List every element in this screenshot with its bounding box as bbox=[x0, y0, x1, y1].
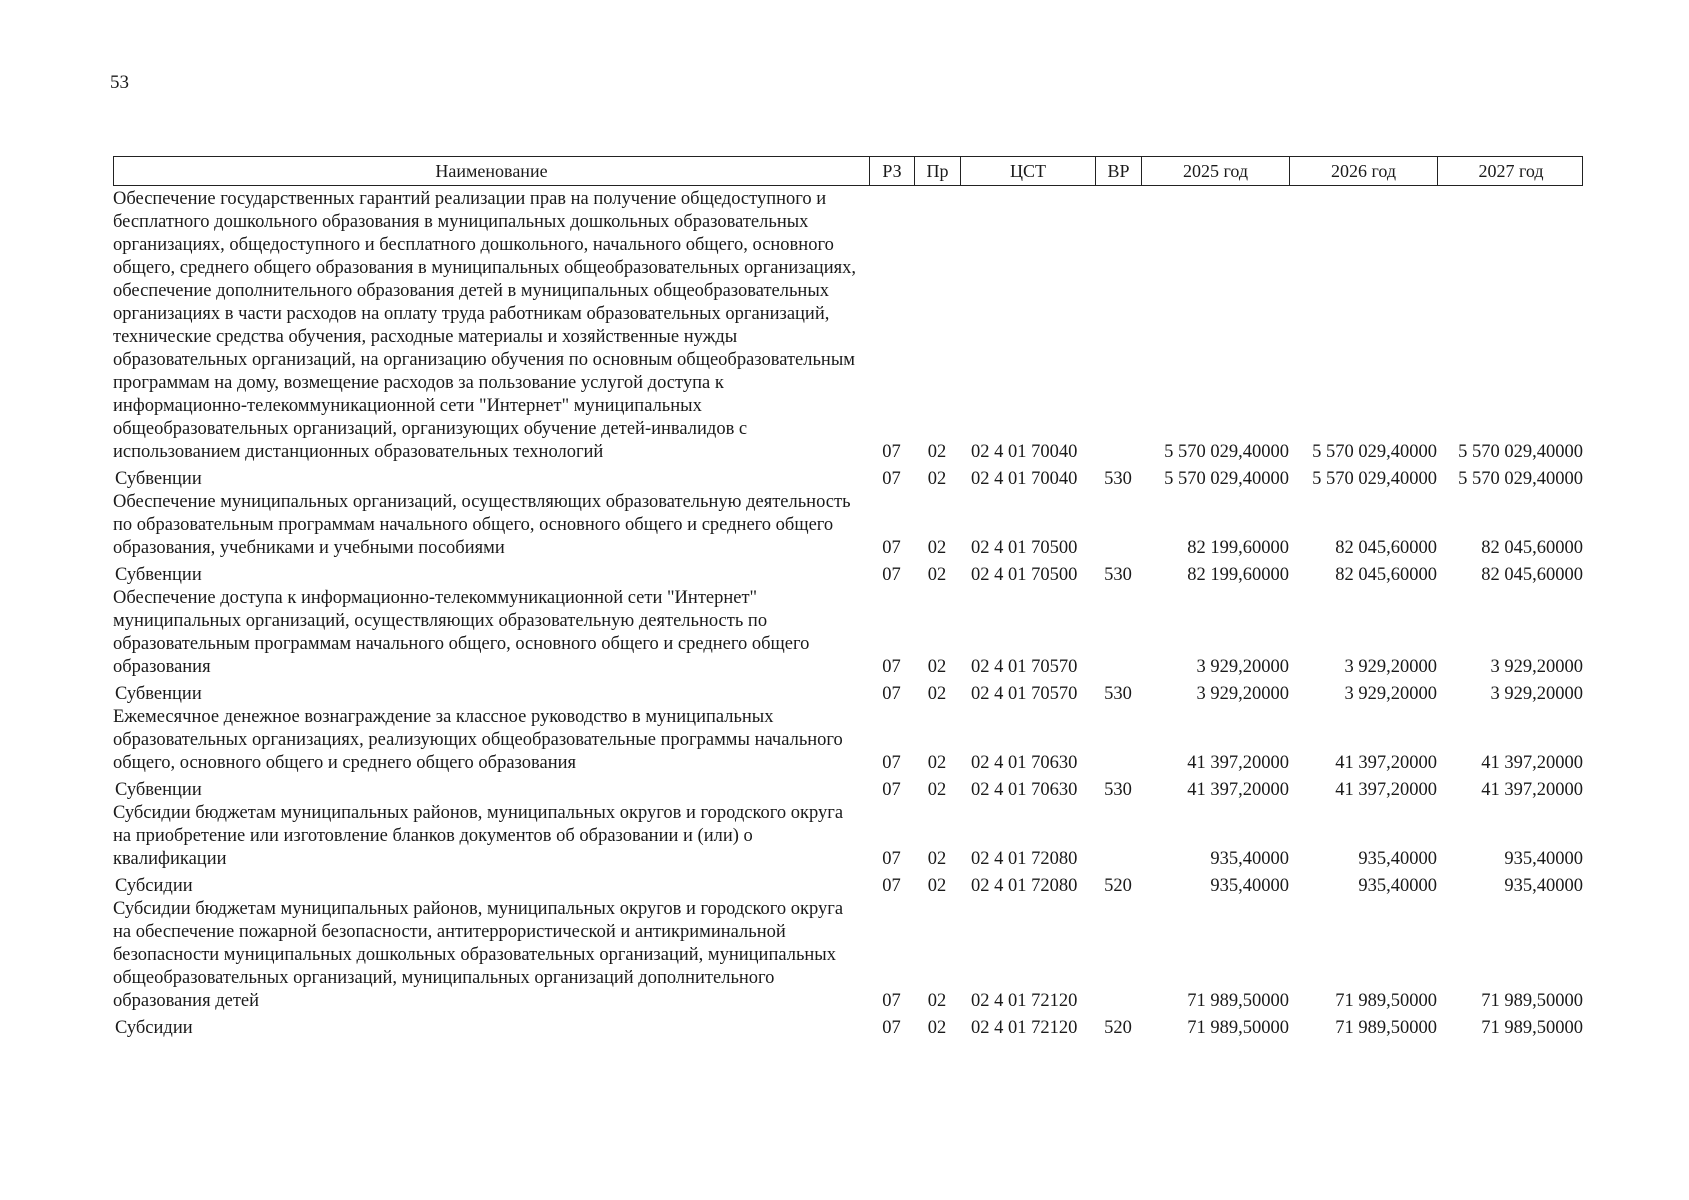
row-name: Субвенции bbox=[115, 469, 202, 489]
row-2025: 5 570 029,40000 bbox=[1164, 469, 1289, 489]
row-rz: 07 bbox=[882, 657, 901, 677]
row-pr: 02 bbox=[927, 684, 947, 704]
table-row bbox=[113, 491, 1583, 560]
row-rz: 07 bbox=[882, 469, 901, 489]
table-row bbox=[113, 898, 1583, 1013]
row-2025: 41 397,20000 bbox=[1187, 780, 1289, 800]
row-rz: 07 bbox=[882, 442, 901, 462]
table-row bbox=[113, 706, 1583, 775]
table-row bbox=[113, 188, 1583, 464]
row-2026: 5 570 029,40000 bbox=[1312, 469, 1437, 489]
row-pr: 02 bbox=[927, 538, 947, 558]
table-row bbox=[113, 468, 1583, 491]
row-name: Обеспечение доступа к информационно-телекоммуникационной сети "Интернет" муниципальных организаций, осуществляющих образовательную деятельность по образовательным программам начального общего, основного общего и среднего общего образования bbox=[113, 588, 810, 677]
row-rz: 07 bbox=[882, 849, 901, 869]
row-2027: 82 045,60000 bbox=[1481, 538, 1583, 558]
row-2026: 935,40000 bbox=[1358, 876, 1437, 896]
row-2027: 71 989,50000 bbox=[1481, 1018, 1583, 1038]
header-vr: ВР bbox=[1096, 157, 1142, 185]
row-pr: 02 bbox=[927, 442, 947, 462]
row-cst: 02 4 01 70570 bbox=[971, 657, 1078, 677]
table-row bbox=[113, 1017, 1583, 1040]
row-rz: 07 bbox=[882, 1018, 901, 1038]
row-cst: 02 4 01 70630 bbox=[971, 780, 1078, 800]
row-2027: 935,40000 bbox=[1504, 849, 1583, 869]
row-name: Субвенции bbox=[115, 780, 202, 800]
header-name: Наименование bbox=[114, 157, 870, 185]
row-pr: 02 bbox=[927, 753, 947, 773]
row-2026: 41 397,20000 bbox=[1335, 753, 1437, 773]
table-row bbox=[113, 875, 1583, 898]
row-rz: 07 bbox=[882, 684, 901, 704]
row-cst: 02 4 01 70040 bbox=[971, 469, 1078, 489]
row-2025: 82 199,60000 bbox=[1187, 565, 1289, 585]
table-row bbox=[113, 564, 1583, 587]
row-cst: 02 4 01 70500 bbox=[971, 565, 1078, 585]
row-vr: 520 bbox=[1104, 876, 1132, 896]
row-2027: 71 989,50000 bbox=[1481, 991, 1583, 1011]
row-rz: 07 bbox=[882, 991, 901, 1011]
row-cst: 02 4 01 70630 bbox=[971, 753, 1078, 773]
row-rz: 07 bbox=[882, 538, 901, 558]
row-name: Субсидии bbox=[115, 1018, 193, 1038]
row-pr: 02 bbox=[927, 849, 947, 869]
row-rz: 07 bbox=[882, 780, 901, 800]
row-2025: 935,40000 bbox=[1210, 849, 1289, 869]
row-vr: 530 bbox=[1104, 780, 1132, 800]
page-number: 53 bbox=[110, 72, 129, 93]
row-cst: 02 4 01 70500 bbox=[971, 538, 1078, 558]
row-2027: 5 570 029,40000 bbox=[1458, 442, 1583, 462]
row-pr: 02 bbox=[927, 565, 947, 585]
row-cst: 02 4 01 72120 bbox=[971, 1018, 1078, 1038]
row-2026: 82 045,60000 bbox=[1335, 538, 1437, 558]
row-cst: 02 4 01 72080 bbox=[971, 876, 1078, 896]
row-rz: 07 bbox=[882, 565, 901, 585]
row-name: Субсидии bbox=[115, 876, 193, 896]
row-2025: 5 570 029,40000 bbox=[1164, 442, 1289, 462]
table-row bbox=[113, 802, 1583, 871]
row-pr: 02 bbox=[927, 780, 947, 800]
row-cst: 02 4 01 70040 bbox=[971, 442, 1078, 462]
header-cst: ЦСТ bbox=[961, 157, 1096, 185]
row-2025: 3 929,20000 bbox=[1196, 657, 1289, 677]
row-2026: 71 989,50000 bbox=[1335, 991, 1437, 1011]
table-header bbox=[113, 156, 1583, 186]
header-rz: РЗ bbox=[870, 157, 915, 185]
row-cst: 02 4 01 72120 bbox=[971, 991, 1078, 1011]
row-pr: 02 bbox=[927, 876, 947, 896]
header-2027: 2027 год bbox=[1478, 161, 1544, 181]
header-2025: 2025 год bbox=[1142, 157, 1290, 185]
header-pr: Пр bbox=[915, 157, 961, 185]
row-2026: 41 397,20000 bbox=[1335, 780, 1437, 800]
row-2027: 935,40000 bbox=[1504, 876, 1583, 896]
row-2027: 41 397,20000 bbox=[1481, 753, 1583, 773]
row-vr: 530 bbox=[1104, 565, 1132, 585]
row-2027: 3 929,20000 bbox=[1490, 657, 1583, 677]
row-name: Субсидии бюджетам муниципальных районов, муниципальных округов и городского округа на обеспечение пожарной безопасности, антитеррористической и антикриминальной безопасности муниципальных дошкольных образовательных организаций, муниципальных общеобразовательных организаций, муниципальных организаций дополнительного образования детей bbox=[113, 899, 844, 1011]
budget-table bbox=[113, 156, 1583, 1040]
row-2026: 71 989,50000 bbox=[1335, 1018, 1437, 1038]
row-2025: 71 989,50000 bbox=[1187, 1018, 1289, 1038]
row-2027: 3 929,20000 bbox=[1490, 684, 1583, 704]
row-2025: 71 989,50000 bbox=[1187, 991, 1289, 1011]
row-2025: 82 199,60000 bbox=[1187, 538, 1289, 558]
row-name: Ежемесячное денежное вознаграждение за классное руководство в муниципальных образовательных организациях, реализующих общеобразовательные программы начального общего, основного общего и среднего общего образования bbox=[113, 707, 843, 773]
row-2026: 3 929,20000 bbox=[1344, 657, 1437, 677]
row-2025: 935,40000 bbox=[1210, 876, 1289, 896]
row-2026: 82 045,60000 bbox=[1335, 565, 1437, 585]
row-2025: 3 929,20000 bbox=[1196, 684, 1289, 704]
table-row bbox=[113, 683, 1583, 706]
row-rz: 07 bbox=[882, 876, 901, 896]
row-name: Обеспечение муниципальных организаций, осуществляющих образовательную деятельность по образовательным программам начального общего, основного общего и среднего общего образования, учебниками и учебными пособиями bbox=[113, 492, 851, 558]
row-pr: 02 bbox=[927, 991, 947, 1011]
row-rz: 07 bbox=[882, 753, 901, 773]
row-2026: 5 570 029,40000 bbox=[1312, 442, 1437, 462]
row-vr: 520 bbox=[1104, 1018, 1132, 1038]
row-2025: 41 397,20000 bbox=[1187, 753, 1289, 773]
row-2026: 3 929,20000 bbox=[1344, 684, 1437, 704]
row-cst: 02 4 01 72080 bbox=[971, 849, 1078, 869]
row-name: Субвенции bbox=[115, 565, 202, 585]
table-row bbox=[113, 779, 1583, 802]
row-pr: 02 bbox=[927, 657, 947, 677]
row-2027: 41 397,20000 bbox=[1481, 780, 1583, 800]
row-2027: 5 570 029,40000 bbox=[1458, 469, 1583, 489]
row-vr: 530 bbox=[1104, 469, 1132, 489]
row-pr: 02 bbox=[927, 1018, 947, 1038]
row-2027: 82 045,60000 bbox=[1481, 565, 1583, 585]
row-cst: 02 4 01 70570 bbox=[971, 684, 1078, 704]
row-pr: 02 bbox=[927, 469, 947, 489]
row-vr: 530 bbox=[1104, 684, 1132, 704]
table-body bbox=[113, 188, 1583, 1040]
row-name: Субсидии бюджетам муниципальных районов, муниципальных округов и городского округа на приобретение или изготовление бланков документов об образовании и (или) о квалификации bbox=[113, 803, 844, 869]
row-name: Обеспечение государственных гарантий реализации прав на получение общедоступного и бесплатного дошкольного образования в муниципальных дошкольных образовательных организациях, общедоступного и бесплатного дошкольного, начального общего, основного общего, среднего общего образования в муниципальных общеобразовательных организациях, обеспечение дополнительного образования детей в муниципальных общеобразовательных организациях в части расходов на оплату труда работникам образовательных организаций, технические средства обучения, расходные материалы и хозяйственные нужды образовательных организаций, на организацию обучения по основным общеобразовательным программам на дому, возмещение расходов за пользование услугой доступа к информационно-телекоммуникационной сети "Интернет" муниципальных общеобразовательных организаций, организующих обучение детей-инвалидов с использованием дистанционных образовательных технологий bbox=[113, 189, 856, 462]
row-2026: 935,40000 bbox=[1358, 849, 1437, 869]
header-2026: 2026 год bbox=[1290, 157, 1438, 185]
row-name: Субвенции bbox=[115, 684, 202, 704]
table-row bbox=[113, 587, 1583, 679]
